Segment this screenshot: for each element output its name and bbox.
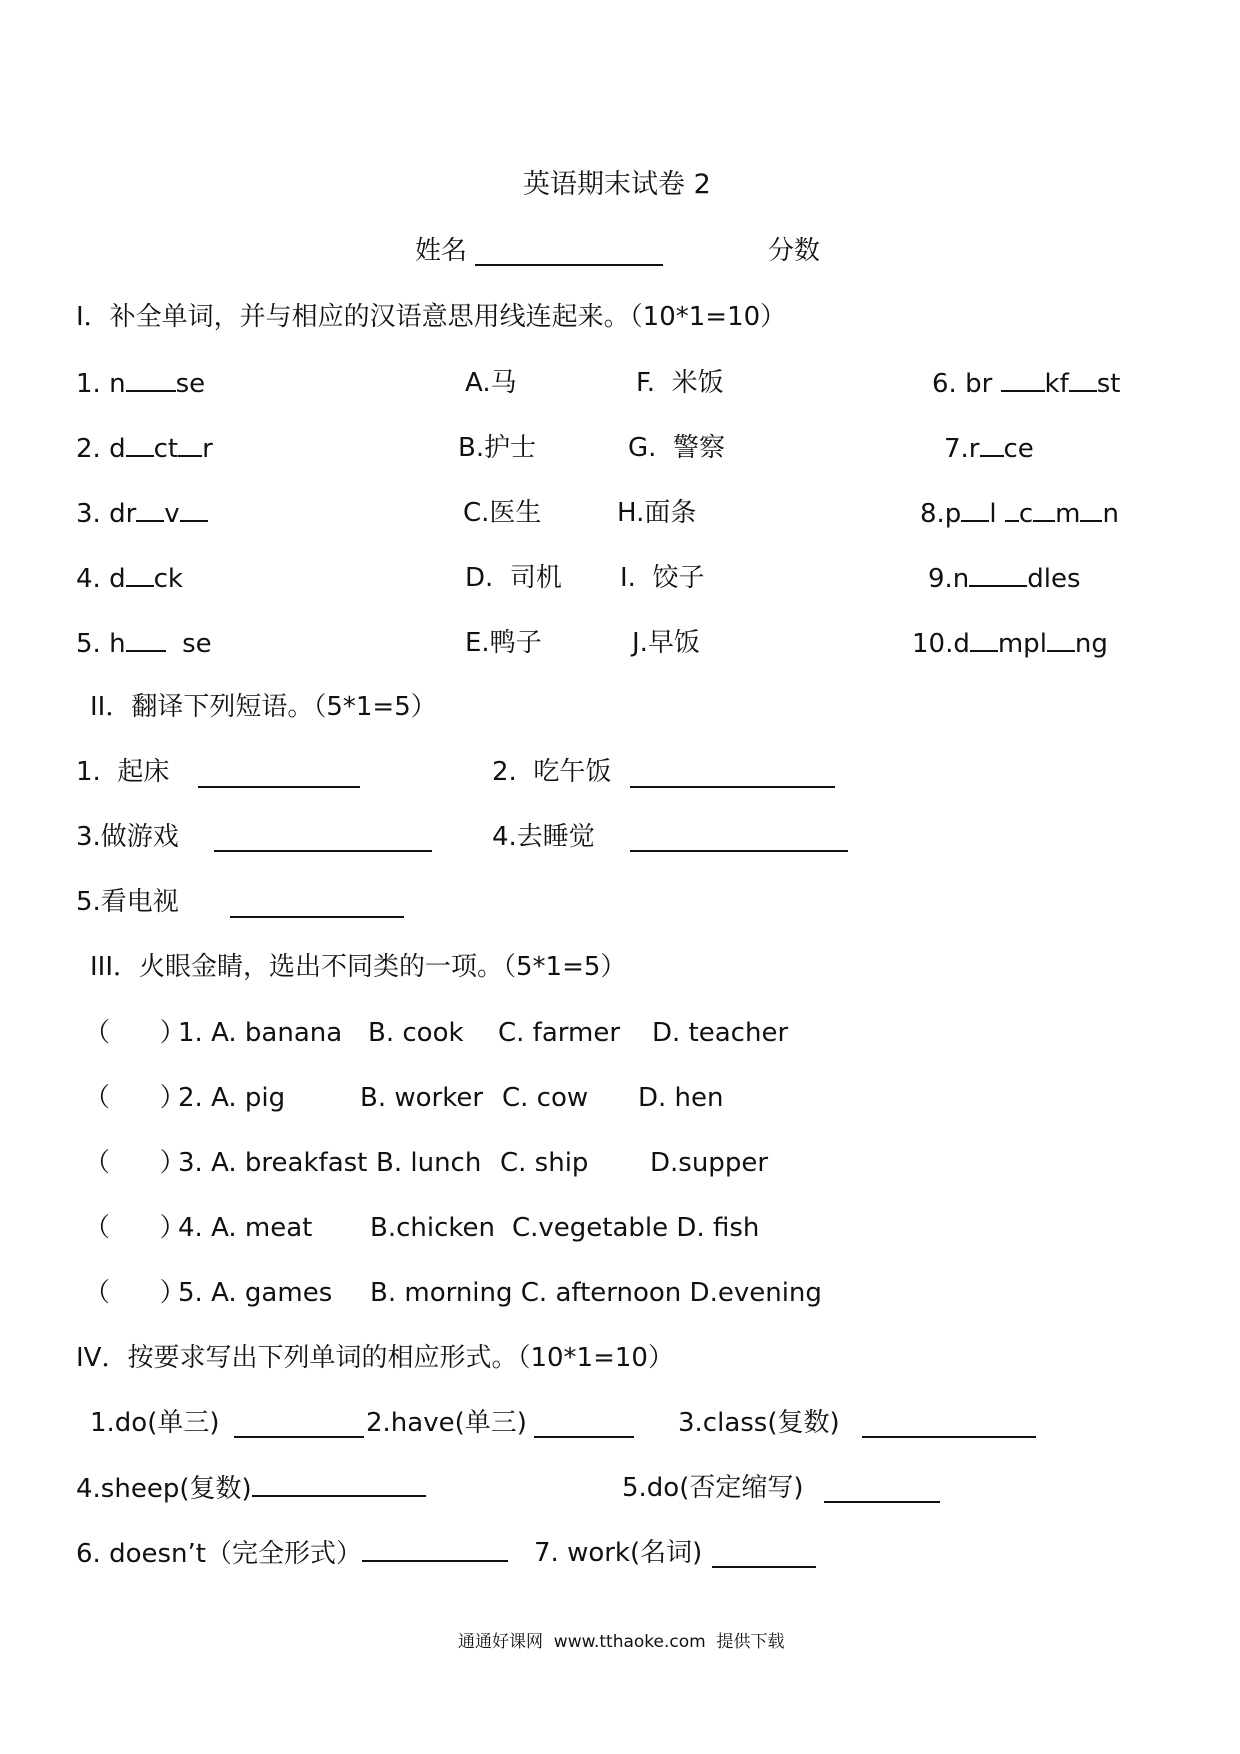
meaning-j: J.早饭 [632,628,700,658]
phrase-5: 5.看电视 [76,887,179,917]
meaning-d: D. 司机 [465,563,562,593]
q2-option-a: 2. A. pig [178,1083,286,1113]
answer-bracket-1: （ ） [84,1018,186,1048]
meaning-b: B.护士 [458,433,537,463]
answer-bracket-4: （ ） [84,1213,186,1243]
meaning-i: I. 饺子 [620,563,705,593]
q2-option-b: B. worker [360,1083,484,1113]
word-6: 6. br kf st [932,366,1121,401]
q3-option-d: D.supper [650,1148,769,1178]
form-2-blank [534,1412,634,1438]
word-1: 1. n se [76,366,205,401]
answer-bracket-2: （ ） [84,1083,186,1113]
q1-option-c: C. farmer [498,1018,621,1048]
word-10: 10.d mpl ng [912,626,1108,661]
q2-option-d: D. hen [638,1083,724,1113]
q3-option-a: 3. A. breakfast [178,1148,368,1178]
q2-option-c: C. cow [502,1083,589,1113]
word-5: 5. h se [76,626,212,661]
section-4-heading: IV．按要求写出下列单词的相应形式。（10*1=10） [76,1343,674,1373]
section-2-heading: II．翻译下列短语。（5*1=5） [90,692,437,722]
phrase-3-blank [214,826,432,852]
q3-option-b: B. lunch [376,1148,482,1178]
meaning-f: F. 米饭 [636,368,724,398]
word-8: 8.p l c m n [920,496,1119,531]
section-3-heading: III．火眼金睛，选出不同类的一项。（5*1=5） [90,952,627,982]
form-1-blank [234,1412,364,1438]
footer-source: 通通好课网 www.tthaoke.com 提供下载 [458,1632,785,1652]
q4-option-a: 4. A. meat [178,1213,313,1243]
phrase-1-blank [198,762,360,788]
word-7: 7.r ce [944,431,1034,466]
form-7-blank [712,1542,816,1568]
form-6: 6. doesn’t（完全形式） [76,1536,508,1571]
phrase-2-blank [630,762,835,788]
form-3-blank [862,1412,1036,1438]
form-3: 3.class(复数) [678,1408,840,1438]
answer-bracket-5: （ ） [84,1278,186,1308]
word-2: 2. d ct r [76,431,213,466]
word-4: 4. d ck [76,561,183,596]
word-9: 9.n dles [928,561,1081,596]
form-5-blank [824,1477,940,1503]
section-1-heading: I．补全单词，并与相应的汉语意思用线连起来。（10*1=10） [76,302,787,332]
form-7: 7. work(名词) [534,1538,703,1568]
phrase-1: 1. 起床 [76,757,170,787]
q1-option-a: 1. A. banana [178,1018,343,1048]
score-label: 分数 [768,236,821,266]
form-4: 4.sheep(复数) [76,1471,426,1506]
phrase-3: 3.做游戏 [76,822,179,852]
q4-option-b: B.chicken [370,1213,495,1243]
meaning-c: C.医生 [463,498,542,528]
page-title: 英语期末试卷 2 [523,169,711,200]
q4-option-cd: C.vegetable D. fish [512,1213,760,1243]
meaning-e: E.鸭子 [465,628,542,658]
q1-option-d: D. teacher [652,1018,789,1048]
q5-option-bcd: B. morning C. afternoon D.evening [370,1278,822,1308]
name-label: 姓名 [415,236,468,266]
phrase-4: 4.去睡觉 [492,822,595,852]
form-1: 1.do(单三) [90,1408,220,1438]
meaning-a: A.马 [465,368,517,398]
meaning-g: G. 警察 [628,433,725,463]
form-2: 2.have(单三) [366,1408,527,1438]
q1-option-b: B. cook [368,1018,464,1048]
answer-bracket-3: （ ） [84,1148,186,1178]
meaning-h: H.面条 [617,498,697,528]
form-5: 5.do(否定缩写) [622,1473,804,1503]
q5-option-a: 5. A. games [178,1278,333,1308]
word-3: 3. dr v [76,496,208,531]
phrase-2: 2. 吃午饭 [492,757,612,787]
q3-option-c: C. ship [500,1148,589,1178]
phrase-4-blank [630,826,848,852]
phrase-5-blank [230,892,404,918]
name-blank [475,240,663,266]
